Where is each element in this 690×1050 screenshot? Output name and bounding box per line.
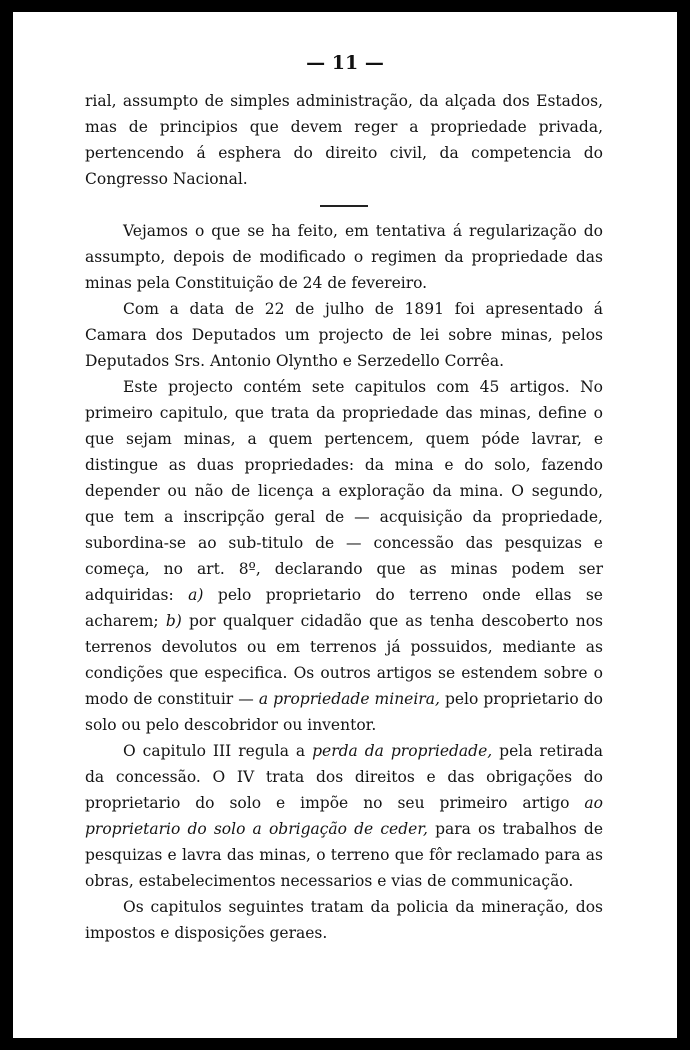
section-divider (320, 205, 368, 207)
paragraph-2: Vejamos o que se ha feito, em tentativa á regularização do assumpto, depois de modificado o regimen da propriedade das minas pela Constituição de 24 de fevereiro. (85, 222, 603, 292)
text-run: O capitulo III regula a (123, 742, 313, 760)
italic-run: b) (165, 612, 182, 630)
paragraph-3: Com a data de 22 de julho de 1891 foi apresentado á Camara dos Deputados um projecto de lei sobre minas, pelos Deputados Srs. Antonio Olyntho e Serzedello Corrêa. (85, 300, 603, 370)
italic-run: ao proprietario do solo a obrigação de ceder, (85, 794, 603, 838)
paragraph-5 (85, 738, 603, 894)
text-run: pela retirada da concessão. O IV trata dos direitos e das obrigações do proprietario do solo e impõe no seu primeiro artigo (85, 742, 604, 812)
text-run: pelo proprietario do terreno onde ellas se acharem; (85, 586, 603, 630)
page-number: — 11 — (306, 52, 384, 74)
italic-run: perda da propriedade, (312, 742, 493, 760)
body-text (85, 88, 603, 946)
text-run: por qualquer cidadão que as tenha descoberto nos terrenos devolutos ou em terrenos já possuidos, mediante as condições que especifica. Os outros artigos se estendem sobre o modo de constituir — (85, 612, 603, 708)
text-run: pelo proprietario do solo ou pelo descobridor ou inventor. (85, 690, 603, 734)
text-run: para os trabalhos de pesquizas e lavra das minas, o terreno que fôr reclamado para as obras, estabelecimentos necessarios e vias de communicação. (85, 820, 603, 890)
italic-run: a) (188, 586, 204, 604)
text-run: Este projecto contém sete capitulos com 45 artigos. No primeiro capitulo, que trata da propriedade das minas, define o que sejam minas, a quem pertencem, quem póde lavrar, e distingue as duas propriedades: da mina e do solo, fazendo depender ou não de licença a exploração da mina. O segundo, que tem a inscripção geral de — acquisição da propriedade, subordina-se ao sub-titulo de — concessão das pesquizas e começa, no art. 8º, declarando que as minas podem ser adquiridas: (85, 378, 603, 604)
paragraph-1: rial, assumpto de simples administração, da alçada dos Estados, mas de principios que devem reger a propriedade privada, pertencendo á esphera do direito civil, da competencia do Congresso Nacional. (85, 92, 603, 188)
book-page (13, 12, 677, 1038)
paragraph-6: Os capitulos seguintes tratam da policia da mineração, dos impostos e disposições geraes. (85, 898, 603, 942)
italic-run: a propriedade mineira, (258, 690, 440, 708)
paragraph-4 (85, 374, 603, 738)
